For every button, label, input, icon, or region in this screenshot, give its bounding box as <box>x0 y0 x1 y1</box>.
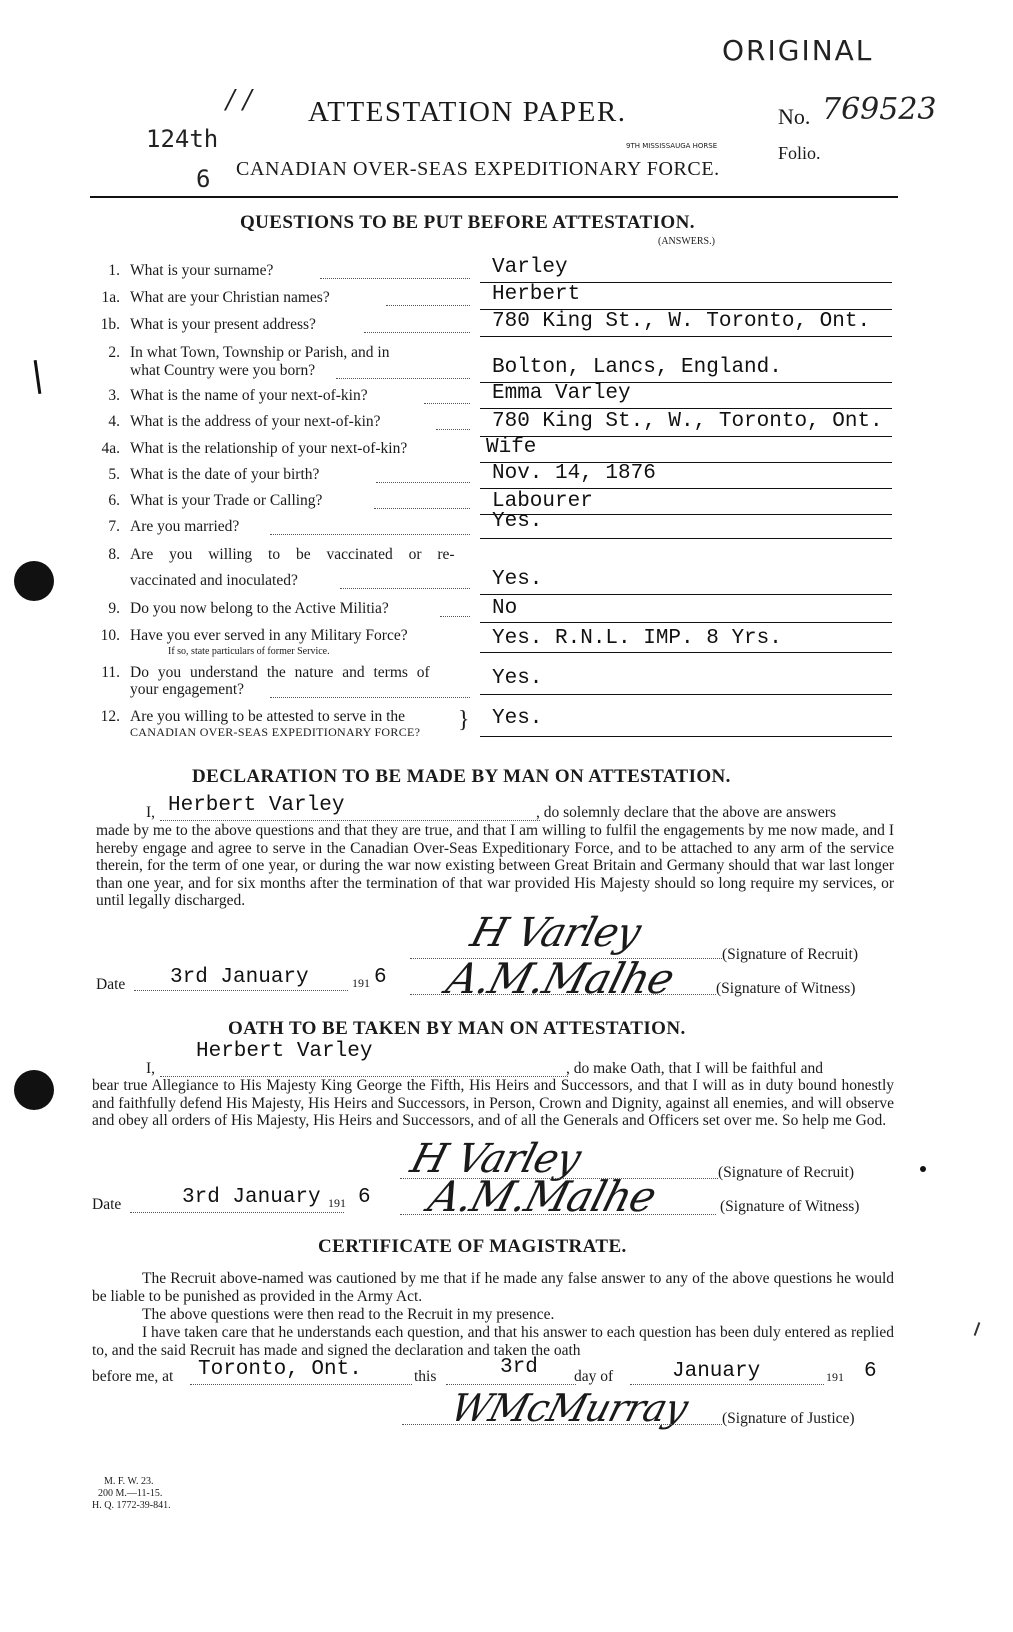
year-prefix: 191 <box>352 976 370 990</box>
question-number: 5. <box>108 466 120 483</box>
recruit-signature-label: (Signature of Recruit) <box>718 1164 855 1181</box>
answer-line <box>480 622 892 623</box>
question-text: Are you willing to be attested to serve in the <box>130 708 406 725</box>
question-text: Are you willing to be vaccinated or re- <box>130 546 455 563</box>
question-text-line2: vaccinated and inoculated? <box>130 572 298 589</box>
declaration-date: 3rd January <box>170 966 309 989</box>
answer-line <box>480 736 892 737</box>
oath-heading: OATH TO BE TAKEN BY MAN ON ATTESTATION. <box>228 1018 686 1039</box>
question-text: What is the relationship of your next-of-kin? <box>130 440 408 457</box>
answer-line <box>480 488 892 489</box>
question-text: What is the address of your next-of-kin? <box>130 413 381 430</box>
question-text: What is your surname? <box>130 262 274 279</box>
tick-marks: / / <box>226 85 252 115</box>
print-run: 200 M.—11-15. <box>98 1488 163 1499</box>
year-digit: 6 <box>358 1186 371 1209</box>
justice-signature: WMcMurray <box>446 1386 692 1430</box>
answers-label: (ANSWERS.) <box>658 236 715 247</box>
declaration-name: Herbert Varley <box>168 794 345 817</box>
certificate-para-2: The above questions were then read to the Recruit in my presence. <box>142 1306 555 1323</box>
year-prefix: 191 <box>826 1370 844 1384</box>
answer-willing-to-serve: Yes. <box>492 707 543 730</box>
question-leader <box>436 429 470 430</box>
answer-line <box>480 336 892 337</box>
question-leader <box>270 534 470 535</box>
question-text-line2: CANADIAN OVER-SEAS EXPEDITIONARY FORCE? <box>130 725 421 739</box>
witness-signature-2: A.M.Malhe <box>423 1172 661 1221</box>
answer-line <box>480 538 892 539</box>
question-text: In what Town, Township or Parish, and in <box>130 344 390 361</box>
answer-vaccinated: Yes. <box>492 568 543 591</box>
declaration-line1-tail: , do solemnly declare that the above are answers <box>536 804 836 821</box>
signature-line <box>410 994 716 995</box>
unit-stamp: 9TH MISSISSAUGA HORSE <box>626 142 718 150</box>
year-prefix: 191 <box>328 1196 346 1210</box>
regimental-number: 769523 <box>822 92 937 127</box>
form-number: M. F. W. 23. <box>104 1476 154 1487</box>
answer-trade: Labourer <box>492 490 593 513</box>
recruit-signature-2: H Varley <box>405 1136 586 1182</box>
answer-line <box>480 594 892 595</box>
question-leader <box>424 403 470 404</box>
question-text-line2: what Country were you born? <box>130 362 316 379</box>
question-number: 12. <box>100 708 120 725</box>
answer-militia: No <box>492 597 518 620</box>
margin-mark <box>34 360 42 394</box>
question-number: 10. <box>100 627 120 644</box>
certificate-month: January <box>672 1360 761 1383</box>
question-number: 2. <box>108 344 120 361</box>
answer-present-address: 780 King St., W. Toronto, Ont. <box>492 310 871 333</box>
oath-line1-tail: , do make Oath, that I will be faithful and <box>566 1060 823 1077</box>
year-digit: 6 <box>864 1360 877 1383</box>
question-leader <box>340 588 470 589</box>
certificate-day: 3rd <box>500 1356 538 1379</box>
number-label: No. <box>778 104 811 129</box>
question-number: 4a. <box>101 440 120 457</box>
oath-body: bear true Allegiance to His Majesty King George the Fifth, His Heirs and Successors, and that I will as in duty bound honestly and faithfully defend His Majesty, His Heirs and Successors, in Person, Crown and Dignity, against all enemies, and will observe and obey all orders of His Majesty, His Heirs and Successors, and of all the Generals and Officers set over me. So help me God. <box>92 1077 894 1129</box>
certificate-para-3: I have taken care that he understands each question, and that his answer to each question has been duly entered as replied to, and the said Recruit has made and signed the declaration and taken the oath <box>92 1324 894 1359</box>
answer-line <box>480 652 892 653</box>
questions-heading: QUESTIONS TO BE PUT BEFORE ATTESTATION. <box>240 212 695 233</box>
witness-signature-1: A.M.Malhe <box>441 954 679 1003</box>
folio-label: Folio. <box>778 143 821 163</box>
answer-surname: Varley <box>492 256 568 279</box>
month-line <box>630 1384 824 1385</box>
answer-birthplace: Bolton, Lancs, England. <box>492 356 782 379</box>
question-number: 8. <box>108 546 120 563</box>
answer-christian-names: Herbert <box>492 283 581 306</box>
header-rule <box>90 196 898 198</box>
recruit-signature-label: (Signature of Recruit) <box>722 946 859 963</box>
answer-understand-terms: Yes. <box>492 667 543 690</box>
witness-signature-label: (Signature of Witness) <box>720 1198 860 1215</box>
answer-married: Yes. <box>492 510 543 533</box>
question-text: Do you understand the nature and terms of <box>130 664 430 681</box>
question-text: Have you ever served in any Military Force? <box>130 627 408 644</box>
certificate-para-1: The Recruit above-named was cautioned by me that if he made any false answer to any of the above questions he would be liable to be punished as provided in the Army Act. <box>92 1270 894 1305</box>
question-leader <box>364 332 470 333</box>
day-of-label: day of <box>574 1368 614 1385</box>
question-leader <box>374 508 470 509</box>
question-text: What are your Christian names? <box>130 289 330 306</box>
this-label: this <box>414 1368 437 1385</box>
question-number: 1a. <box>101 289 120 306</box>
question-number: 9. <box>108 600 120 617</box>
question-leader <box>336 378 470 379</box>
witness-signature-label: (Signature of Witness) <box>716 980 856 997</box>
force-title: CANADIAN OVER-SEAS EXPEDITIONARY FORCE. <box>236 158 720 180</box>
answer-next-of-kin: Emma Varley <box>492 382 631 405</box>
question-leader <box>320 278 470 279</box>
date-label: Date <box>96 976 126 993</box>
question-text: Do you now belong to the Active Militia? <box>130 600 389 617</box>
answer-date-of-birth: Nov. 14, 1876 <box>492 462 656 485</box>
question-text: What is your Trade or Calling? <box>130 492 323 509</box>
battalion-number: 124th <box>146 125 219 153</box>
original-stamp: ORIGINAL <box>722 34 874 67</box>
brace-mark: } <box>458 707 470 733</box>
question-text: Are you married? <box>130 518 240 535</box>
question-number: 4. <box>108 413 120 430</box>
question-text-line2: If so, state particulars of former Service. <box>168 646 330 657</box>
day-line <box>446 1384 576 1385</box>
question-number: 11. <box>101 664 120 681</box>
punch-hole <box>14 561 54 601</box>
year-digit: 6 <box>374 966 387 989</box>
oath-date: 3rd January <box>182 1186 321 1209</box>
question-number: 1. <box>108 262 120 279</box>
folio-number: 6 <box>196 165 211 193</box>
margin-mark <box>974 1322 981 1336</box>
date-line <box>130 1212 344 1213</box>
question-number: 7. <box>108 518 120 535</box>
oath-name: Herbert Varley <box>196 1040 373 1063</box>
question-text-line2: your engagement? <box>130 681 245 698</box>
margin-mark <box>920 1166 926 1172</box>
declaration-name-line <box>160 820 540 821</box>
page-title: ATTESTATION PAPER. <box>308 96 627 128</box>
certificate-place: Toronto, Ont. <box>198 1358 362 1381</box>
punch-hole <box>14 1070 54 1110</box>
declaration-heading: DECLARATION TO BE MADE BY MAN ON ATTESTATION. <box>192 766 731 787</box>
question-text: What is the date of your birth? <box>130 466 320 483</box>
signature-line <box>402 1424 722 1425</box>
answer-military-service: Yes. R.N.L. IMP. 8 Yrs. <box>492 627 782 650</box>
justice-signature-label: (Signature of Justice) <box>722 1410 855 1427</box>
answer-line <box>480 408 892 409</box>
before-me-label: before me, at <box>92 1368 174 1385</box>
answer-next-of-kin-address: 780 King St., W., Toronto, Ont. <box>492 410 883 433</box>
answer-relationship: Wife <box>486 436 537 459</box>
recruit-signature-1: H Varley <box>465 910 646 956</box>
question-text: What is the name of your next-of-kin? <box>130 387 368 404</box>
date-label: Date <box>92 1196 122 1213</box>
date-line <box>134 990 348 991</box>
answer-line <box>480 436 892 437</box>
question-leader <box>386 305 470 306</box>
question-leader <box>376 482 470 483</box>
declaration-i: I, <box>146 804 156 821</box>
oath-i: I, <box>146 1060 156 1077</box>
question-leader <box>440 616 470 617</box>
hq-reference: H. Q. 1772-39-841. <box>92 1500 171 1511</box>
question-number: 3. <box>108 387 120 404</box>
question-number: 1b. <box>100 316 120 333</box>
answer-line <box>480 694 892 695</box>
question-number: 6. <box>108 492 120 509</box>
declaration-body: made by me to the above questions and that they are true, and that I am willing to fulfil the engagements by me now made, and I hereby engage and agree to serve in the Canadian Over-Seas Expeditionary Force, and to be attached to any arm of the service therein, for the term of one year, or during the war now existing between Great Britain and Germany should that war last longer than one year, and for six months after the termination of that war provided His Majesty should so long require my services, or until legally discharged. <box>96 822 894 909</box>
certificate-heading: CERTIFICATE OF MAGISTRATE. <box>318 1236 627 1257</box>
place-line <box>190 1384 412 1385</box>
question-leader <box>270 697 470 698</box>
question-text: What is your present address? <box>130 316 316 333</box>
signature-line <box>400 1214 716 1215</box>
